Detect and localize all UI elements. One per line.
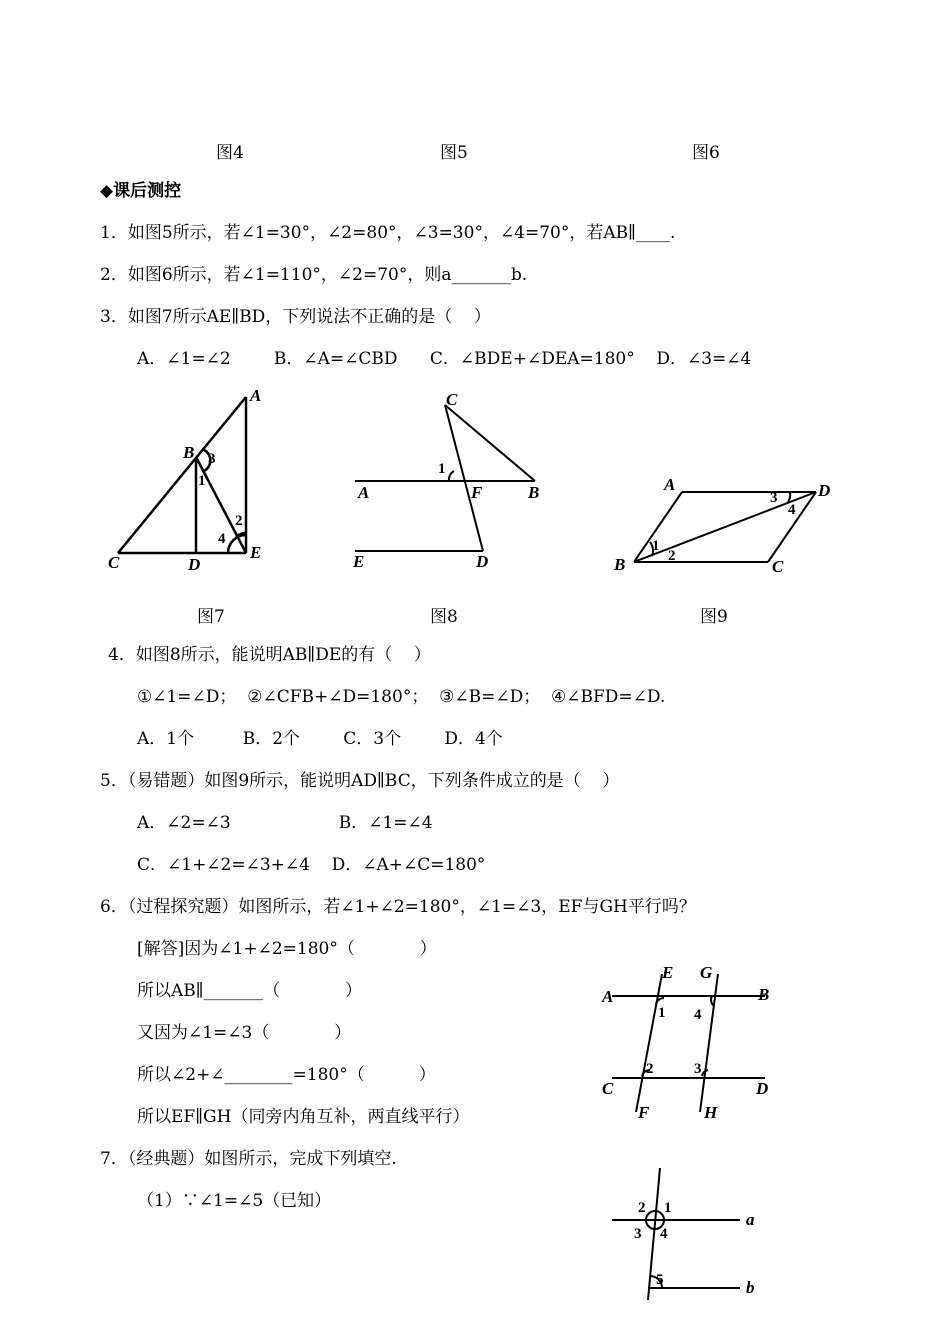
caption-fig6: 图6 — [692, 143, 720, 163]
fig-q6-angle-3: 3 — [694, 1061, 702, 1077]
question-2: 2．如图6所示，若∠1=110°，∠2=70°，则a_______b. — [100, 265, 528, 285]
caption-fig9: 图9 — [700, 607, 728, 627]
figure-9 — [610, 470, 850, 580]
question-4: 4．如图8所示，能说明AB∥DE的有（ ） — [108, 645, 431, 665]
question-5-options-ab: A．∠2=∠3 B．∠1=∠4 — [137, 813, 433, 833]
fig7-label-C: C — [108, 553, 120, 572]
question-3: 3．如图7所示AE∥BD，下列说法不正确的是（ ） — [100, 307, 491, 327]
question-7: 7．（经典题）如图所示，完成下列填空. — [100, 1149, 397, 1169]
fig-q7-angle-1: 1 — [664, 1200, 672, 1216]
fig7-angle-2: 2 — [235, 513, 243, 529]
question-3-options: A．∠1=∠2 B．∠A=∠CBD C．∠BDE+∠DEA=180° D．∠3=∠4 — [137, 349, 752, 369]
question-6-step-3: 又因为∠1=∠3（ ） — [137, 1023, 352, 1043]
fig-q6-angle-4: 4 — [694, 1007, 702, 1023]
figure-question-6 — [600, 962, 790, 1122]
question-4-options: A．1个 B．2个 C．3个 D．4个 — [137, 729, 503, 749]
fig8-label-C: C — [446, 390, 458, 409]
fig-q6-label-H: H — [704, 1103, 718, 1122]
question-6-step-5: 所以EF∥GH（同旁内角互补，两直线平行） — [137, 1107, 470, 1127]
fig-q6-label-G: G — [700, 963, 713, 982]
caption-fig5: 图5 — [440, 143, 468, 163]
fig8-label-F: F — [471, 483, 483, 502]
fig9-angle-2: 2 — [668, 548, 676, 564]
fig-q6-label-F: F — [638, 1103, 650, 1122]
fig8-label-B: B — [528, 483, 540, 502]
fig9-angle-1: 1 — [652, 538, 660, 554]
fig8-angle-1: 1 — [438, 461, 446, 477]
fig9-label-A: A — [664, 475, 676, 494]
fig7-angle-1: 1 — [198, 473, 206, 489]
fig7-angle-4: 4 — [218, 531, 226, 547]
fig7-label-B: B — [183, 443, 195, 462]
fig7-label-D: D — [188, 555, 201, 574]
fig-q7-angle-3: 3 — [634, 1226, 642, 1242]
fig-q6-label-D: D — [756, 1079, 769, 1098]
fig7-angle-3: 3 — [208, 451, 216, 467]
fig-q7-angle-5: 5 — [656, 1272, 664, 1288]
caption-fig7: 图7 — [197, 607, 225, 627]
fig7-label-A: A — [250, 386, 262, 405]
fig7-label-E: E — [250, 543, 262, 562]
fig8-label-D: D — [476, 552, 489, 571]
fig-q6-label-B: B — [758, 985, 770, 1004]
fig-q7-angle-4: 4 — [660, 1226, 668, 1242]
fig-q6-label-A: A — [602, 987, 614, 1006]
figure-7 — [100, 385, 280, 575]
fig-q6-label-C: C — [602, 1079, 614, 1098]
figure-question-7 — [600, 1160, 780, 1340]
fig9-label-D: D — [818, 481, 831, 500]
fig8-label-A: A — [358, 483, 370, 502]
fig-q6-angle-2: 2 — [646, 1061, 654, 1077]
caption-fig4: 图4 — [216, 143, 244, 163]
question-6: 6．（过程探究题）如图所示，若∠1+∠2=180°，∠1=∠3，EF与GH平行吗？ — [100, 897, 696, 917]
figure-8 — [350, 385, 550, 575]
question-5: 5．（易错题）如图9所示，能说明AD∥BC，下列条件成立的是（ ） — [100, 771, 620, 791]
question-6-step-4: 所以∠2+∠________=180°（ ） — [137, 1065, 436, 1085]
question-5-options-cd: C．∠1+∠2=∠3+∠4 D．∠A+∠C=180° — [137, 855, 486, 875]
fig-q6-angle-1: 1 — [658, 1005, 666, 1021]
fig-q7-label-b: b — [746, 1278, 755, 1297]
fig-q7-label-a: a — [746, 1210, 755, 1229]
question-6-step-1: [解答]因为∠1+∠2=180°（ ） — [137, 939, 437, 959]
fig-q6-label-E: E — [662, 963, 674, 982]
question-4-conditions: ①∠1=∠D； ②∠CFB+∠D=180°； ③∠B=∠D； ④∠BFD=∠D. — [137, 687, 666, 707]
fig-q7-angle-2: 2 — [638, 1200, 646, 1216]
fig8-label-E: E — [353, 552, 365, 571]
question-6-step-2: 所以AB∥_______（ ） — [137, 981, 362, 1001]
fig9-angle-4: 4 — [788, 502, 796, 518]
fig9-label-C: C — [772, 557, 784, 576]
fig9-angle-3: 3 — [770, 490, 778, 506]
section-title: ◆课后测控 — [100, 181, 182, 201]
question-1: 1．如图5所示，若∠1=30°，∠2=80°，∠3=30°，∠4=70°，若AB∥____. — [100, 223, 676, 243]
caption-fig8: 图8 — [430, 607, 458, 627]
fig9-label-B: B — [614, 555, 626, 574]
question-7-step-1: （1）∵∠1=∠5（已知） — [137, 1191, 332, 1211]
